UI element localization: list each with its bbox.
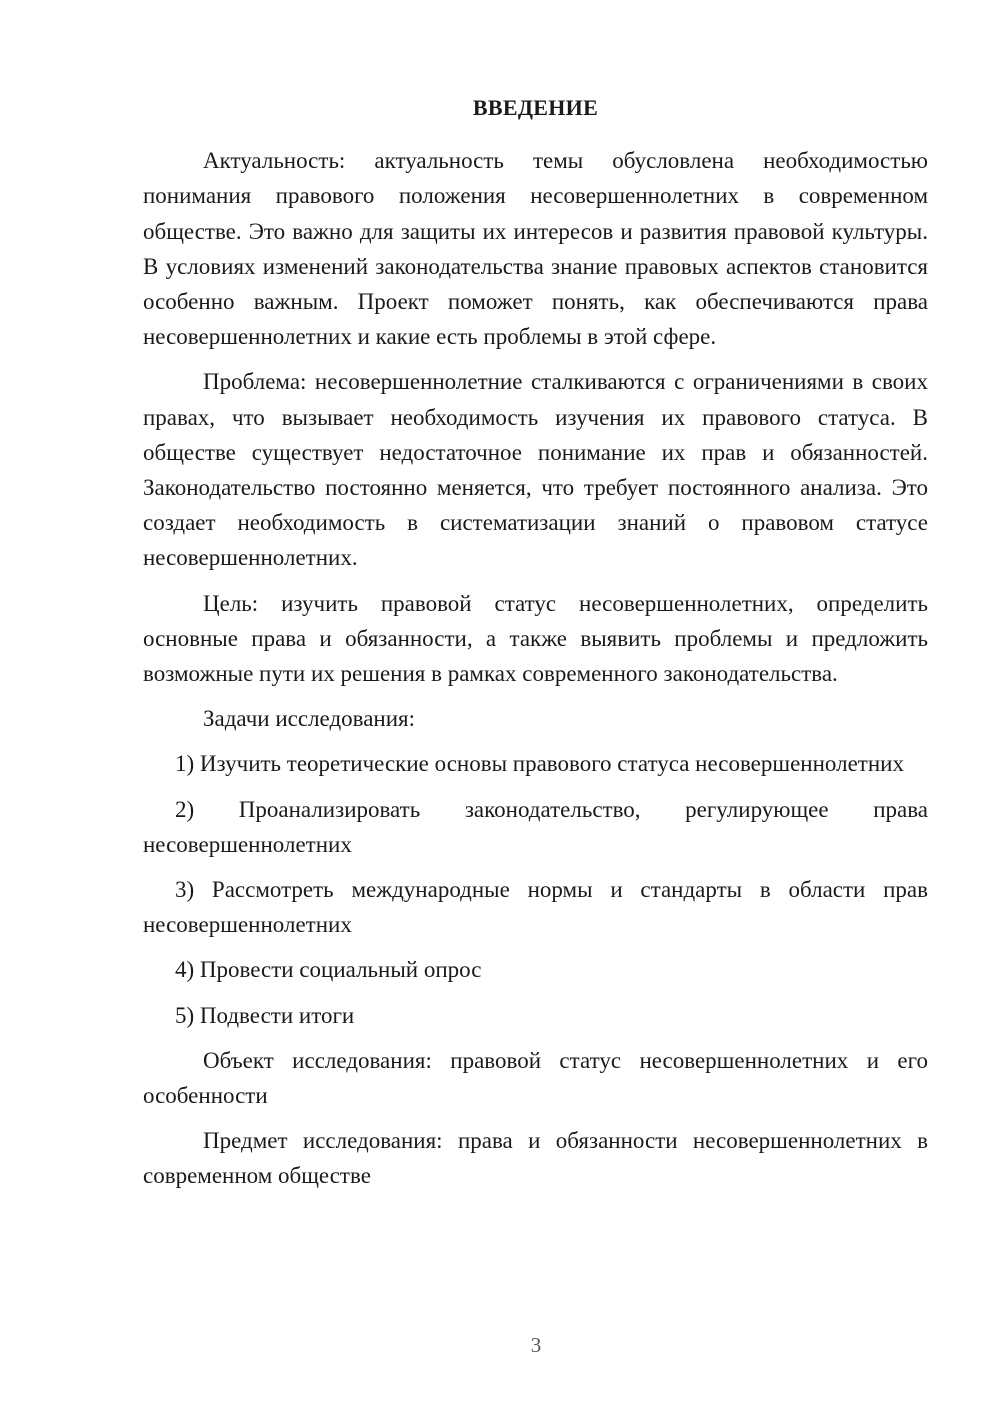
list-item: 3) Рассмотреть международные нормы и стандарты в области прав несовершеннолетних	[143, 877, 928, 938]
list-item: 4) Провести социальный опрос	[175, 957, 482, 983]
paragraph-problem: Проблема: несовершеннолетние сталкиваются с ограничениями в своих правах, что вызывает необходимость изучения их правового статуса. В обществе существует недостаточное понимание их прав и обязанностей. Законодательство постоянно меняется, что требует постоянного анализа. Это создает необходимость в систематизации знаний о правовом статусе несовершеннолетних.	[143, 369, 928, 571]
page-title: ВВЕДЕНИЕ	[472, 95, 599, 120]
page-content	[143, 90, 928, 1204]
tasks-list	[143, 746, 928, 1032]
list-item: 2) Проанализировать законодательство, регулирующее права несовершеннолетних	[143, 796, 928, 857]
page-number: 3	[530, 1333, 542, 1357]
tasks-heading: Задачи исследования:	[203, 706, 416, 732]
list-item: 1) Изучить теоретические основы правового статуса несовершеннолетних	[175, 751, 904, 777]
paragraph-subject: Предмет исследования: права и обязанности несовершеннолетних в современном обществе	[143, 1128, 928, 1189]
paragraph-goal: Цель: изучить правовой статус несовершеннолетних, определить основные права и обязанности, а также выявить проблемы и предложить возможные пути их решения в рамках современного законодательства.	[143, 590, 928, 687]
paragraph-object: Объект исследования: правовой статус несовершеннолетних и его особенности	[143, 1047, 928, 1109]
list-item: 5) Подвести итоги	[175, 1002, 355, 1028]
paragraph-relevance: Актуальность: актуальность темы обусловлена необходимостью понимания правового положения несовершеннолетних в современном обществе. Это важно для защиты их интересов и развития правовой культуры. В условиях изменений законодательства знание правовых аспектов становится особенно важным. Проект поможет понять, как обеспечиваются права несовершеннолетних и какие есть проблемы в этой сфере.	[143, 148, 928, 350]
